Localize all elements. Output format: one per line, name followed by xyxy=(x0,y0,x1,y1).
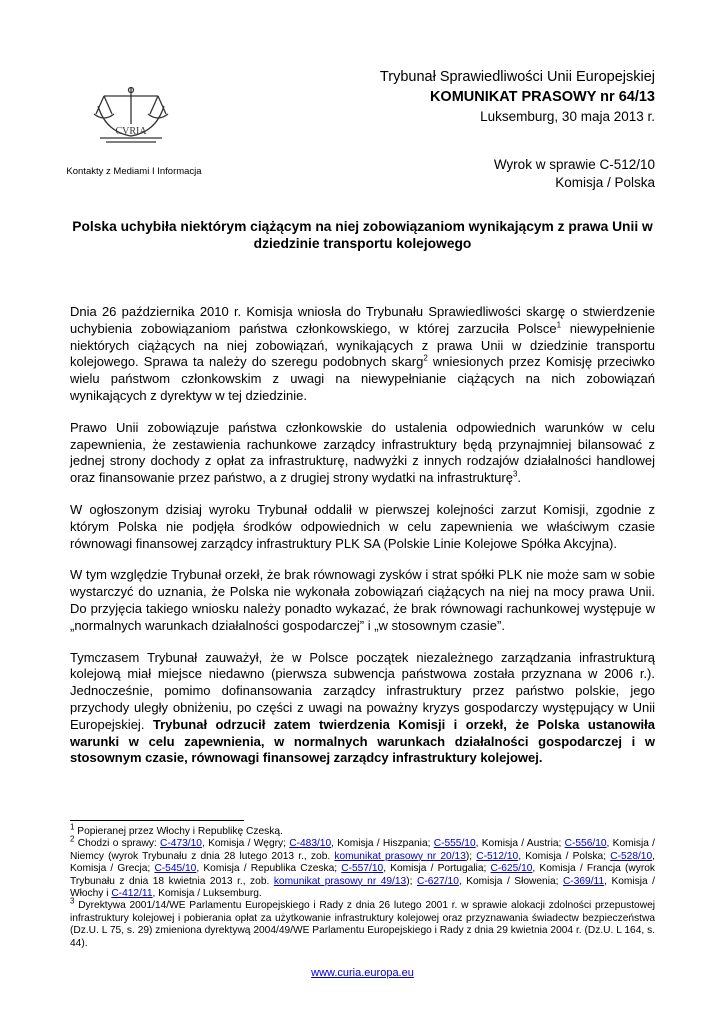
case-link[interactable]: C-483/10 xyxy=(289,838,332,850)
footnotes xyxy=(70,822,655,950)
case-link[interactable]: C-555/10 xyxy=(433,838,476,850)
paragraph-1: Dnia 26 października 2010 r. Komisja wniosła do Trybunału Sprawiedliwości skargę o stwierdzenie uchybienia zobowiązaniom państwa członkowskiego, w której zarzuciła Polsce$^1$ niewypełnienie niektórych ciążących na niej zobowiązań, wynikających z prawa Unii w dziedzinie transportu kolejowego. Sprawa ta należy do szeregu podobnych skarg$^2$ wniesionych przez Komisję przeciwko wielu państwom członkowskim z uwagi na niewypełnianie ciążących na nich zobowiązań wynikających z dyrektyw w tej dziedzinie. xyxy=(70,304,655,403)
case-link[interactable]: C-473/10 xyxy=(160,838,202,850)
scales-of-justice-icon xyxy=(86,84,176,154)
case-link[interactable]: C-625/10 xyxy=(490,863,533,875)
page-title: Polska uchybiła niektórym ciążącym na niej zobowiązaniom wynikającym z prawa Unii w dziedzinie transportu kolejowego xyxy=(72,219,653,251)
footnote-2: $^2$ Chodzi o sprawy: C-473/10, Komisja / Węgry; C-483/10, Komisja / Hiszpania; C-555/10, Komisja / Austria; C-556/10, Komisja / Niemcy (wyrok Trybunału z dnia 28 lutego 2013 r., zob. komunikat prasowy nr 20/13); C-512/10, Komisja / Polska; C-528/10, Komisja / Grecja; C-545/10, Komisja / Republika Czeska; C-557/10, Komisja / Portugalia; C-625/10, Komisja / Francja (wyrok Trybunału z dnia 18 kwietnia 2013 r., zob. komunikat prasowy nr 49/13); C-627/10, Komisja / Słowenia; C-369/11, Komisja / Włochy i C-412/11, Komisja / Luksemburg. xyxy=(70,835,655,900)
logo-text: CVRIA xyxy=(115,126,147,137)
case-link[interactable]: C-556/10 xyxy=(564,838,607,850)
footnote-3: $^3$ Dyrektywa 2001/14/WE Parlamentu Europejskiego i Rady z dnia 26 lutego 2001 r. w sprawie alokacji zdolności przepustowej infrastruktury kolejowej i pobierania opłat za użytkowanie infrastruktury kolejowej oraz przyznawania świadectw bezpieczeństwa (Dz.U. L 75, s. 29) zmieniona dyrektywą 2004/49/WE Parlamentu Europejskiego i Rady z dnia 29 kwietnia 2004 r. (Dz.U. L 164, s. 44). xyxy=(70,897,655,949)
place-date: Luksemburg, 30 maja 2013 r. xyxy=(480,109,655,124)
case-link[interactable]: C-512/10 xyxy=(476,850,519,862)
paragraph-4: W tym względzie Trybunał orzekł, że brak równowagi zysków i strat spółki PLK nie może sam w sobie wystarczyć do uznania, że Polska nie wykonała zobowiązań ciążących na niej na mocy prawa Unii. Do przyjęcia takiego wniosku należy ponadto wykazać, że brak równowagi rachunkowej występuje w „normalnych warunkach działalności gospodarczej” i „w stosownym czasie”. xyxy=(70,567,655,633)
press-release-body xyxy=(70,304,655,767)
case-link[interactable]: C-528/10 xyxy=(610,850,653,862)
press-release-link[interactable]: komunikat prasowy nr 20/13 xyxy=(334,850,466,862)
press-release-link[interactable]: komunikat prasowy nr 49/13 xyxy=(273,875,407,887)
footnote-ref-2: 2 xyxy=(423,354,428,364)
footnote-divider xyxy=(70,820,244,821)
case-reference: Wyrok w sprawie C-512/10 xyxy=(493,157,655,172)
footnote-ref-3: 3 xyxy=(512,469,518,479)
paragraph-2: Prawo Unii zobowiązuje państwa członkowskie do ustalenia odpowiednich warunków w celu zapewnienia, że zestawienia rachunkowe zarządcy infrastruktury będą przynajmniej bilansować z jednej strony dochody z opłat za infrastrukturę, nadwyżki z innych rodzajów działalności handlowej oraz finansowanie przez państwo, a z drugiej strony wydatki na infrastrukturę$^3$. xyxy=(70,419,655,486)
contacts-label: Kontakty z Mediami I Informacja xyxy=(66,166,202,177)
footer-site xyxy=(0,967,725,979)
curia-logo xyxy=(86,84,176,154)
case-link[interactable]: C-545/10 xyxy=(154,863,197,875)
case-link[interactable]: C-369/11 xyxy=(562,875,605,887)
website-link[interactable]: www.curia.europa.eu xyxy=(311,967,414,979)
footnote-ref-1: 1 xyxy=(556,320,562,330)
case-link[interactable]: C-412/11 xyxy=(111,888,153,900)
footnote-1: $^1$ Popieranej przez Włochy i Republikę Czeską. xyxy=(70,822,283,837)
press-release-number: KOMUNIKAT PRASOWY nr 64/13 xyxy=(429,89,655,105)
paragraph-5: Tymczasem Trybunał zauważył, że w Polsce początek niezależnego zarządzania infrastrukturą kolejową miał miejsce niedawno (pierwsza subwencja państwowa została przyznana w 2006 r.). Jednocześnie, pomimo dofinansowania zarządcy infrastruktury przez państwo polskie, jego przychody uległy obniżeniu, po części z uwagi na poważny kryzys gospodarczy występujący w Unii Europejskiej. Trybunał odrzucił zatem twierdzenia Komisji i orzekł, że Polska ustanowiła warunki w celu zapewnienia, w normalnych warunkach działalności gospodarczej i w stosownym czasie, równowagi finansowej zarządcy infrastruktury kolejowej. xyxy=(70,649,656,766)
paragraph-3: W ogłoszonym dzisiaj wyroku Trybunał oddalił w pierwszej kolejności zarzut Komisji, zgodnie z którym Polska nie podjęła środków odpowiednich w celu zapewnienia we właściwym czasie równowagi finansowej zarządcy infrastruktury PLK SA (Polskie Linie Kolejowe Spółka Akcyjna). xyxy=(70,501,655,551)
court-name: Trybunał Sprawiedliwości Unii Europejskiej xyxy=(379,69,655,85)
case-link[interactable]: C-557/10 xyxy=(341,863,384,875)
ruling-summary: Trybunał odrzucił zatem twierdzenia Komisji i orzekł, że Polska ustanowiła warunki w celu zapewnienia, w normalnych warunkach działalności gospodarczej i w stosownym czasie, równowagi finansowej zarządcy infrastruktury kolejowej. xyxy=(70,716,656,766)
case-parties: Komisja / Polska xyxy=(555,175,655,190)
case-link[interactable]: C-627/10 xyxy=(416,875,459,887)
